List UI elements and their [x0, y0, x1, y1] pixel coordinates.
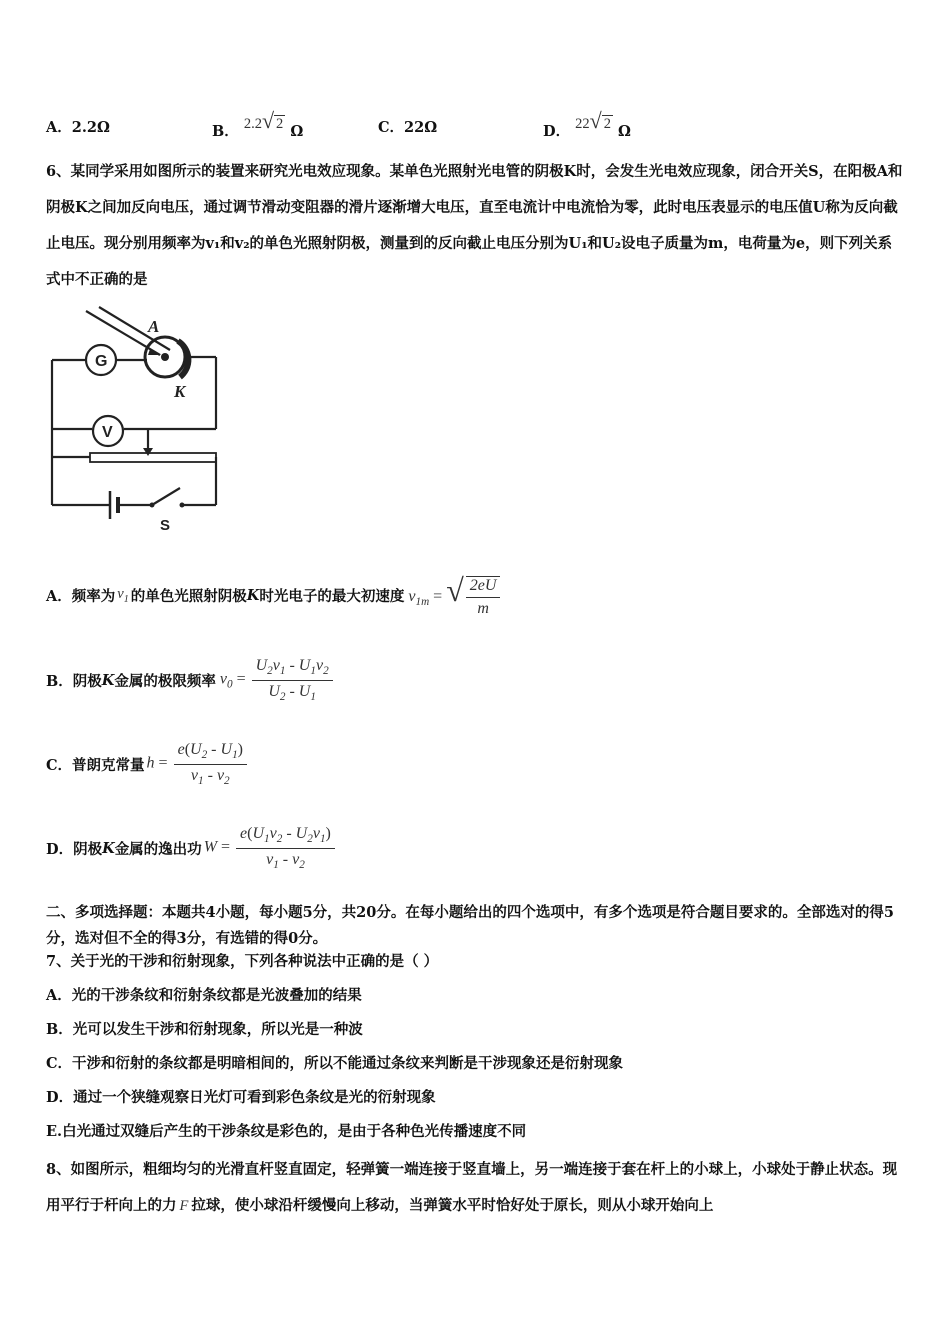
q5-option-a: A．2.2Ω	[46, 119, 110, 136]
q7-option-c: C．干涉和衍射的条纹都是明暗相间的，所以不能通过条纹来判断是干涉现象还是衍射现象	[46, 1055, 624, 1072]
q6-formula-b: $v_0$ = $\frac{U_2v_1 - U_1v_2}{U_2 - U_1}$	[220, 657, 335, 702]
q5-option-b-math: 2.2√ 2	[243, 108, 284, 133]
anode-label: A	[148, 317, 160, 336]
q5-option-d-math: 22√ 2	[575, 108, 611, 133]
q6-option-b: B． 阴极 K 金属的极限频率 $v_0$ = $\frac{U_2v_1 - U_1v_2}{U_2 - U_1}$	[46, 652, 335, 708]
switch-label: S	[160, 517, 171, 534]
q6-formula-d: W = $\frac{e(U_1v_2 - U_2v_1)}{v_1 - v_2}$	[204, 825, 337, 870]
q6-formula-c: h = $\frac{e(U_2 - U_1)}{v_1 - v_2}$	[147, 741, 249, 786]
q6-option-a: A． 频率为 $v_1$ 的单色光照射阴极 K 时光电子的最大初速度 $v_{1m}$ = √ $\frac{2eU}{m}$	[46, 570, 502, 620]
q7-option-a: A．光的干涉条纹和衍射条纹都是光波叠加的结果	[46, 987, 362, 1004]
nu1-symbol: $v_1$	[117, 585, 129, 605]
q6-option-d: D． 阴极 K 金属的逸出功 W = $\frac{e(U_1v_2 - U_2v_1)}{v_1 - v_2}$	[46, 820, 337, 876]
voltmeter-label: V	[102, 424, 113, 441]
sqrt-icon: √	[446, 571, 464, 608]
q6-formula-a: $v_{1m}$ = √ $\frac{2eU}{m}$	[408, 572, 502, 618]
q5-option-d: D． 22√ 2 Ω	[543, 108, 631, 140]
q7-option-b: B．光可以发生干涉和衍射现象，所以光是一种波	[46, 1021, 363, 1038]
section2-header: 二、多项选择题：本题共4小题，每小题5分，共20分。在每小题给出的四个选项中，有多个选项是符合题目要求的。全部选对的得5分，选对但不全的得3分，有选错的得0分。	[46, 904, 894, 947]
q7-option-d: D．通过一个狭缝观察日光灯可看到彩色条纹是光的衍射现象	[46, 1089, 436, 1106]
sqrt-icon: √	[589, 108, 602, 133]
q5-option-c: C．22Ω	[378, 119, 438, 136]
cathode-label: K	[174, 382, 186, 401]
q5-option-b: B． 2.2√ 2 Ω	[212, 108, 304, 140]
sqrt-icon: √	[261, 108, 275, 133]
q8-stem: 8、如图所示，粗细均匀的光滑直杆竖直固定，轻弹簧一端连接于竖直墙上，另一端连接于套在杆上的小球上，小球处于静止状态。现用平行于杆向上的力 F 拉球，使小球沿杆缓慢向上移动，当弹簧水平时恰好处于原长，则从小球开始向上	[46, 1161, 898, 1214]
galvanometer-label: G	[95, 353, 108, 370]
q6-circuit-figure	[44, 305, 224, 535]
q7-option-e: E.白光通过双缝后产生的干涉条纹是彩色的，是由于各种色光传播速度不同	[46, 1123, 527, 1140]
q7-stem: 7、关于光的干涉和衍射现象，下列各种说法中正确的是（ ）	[46, 953, 439, 970]
q6-stem: 6、某同学采用如图所示的装置来研究光电效应现象。某单色光照射光电管的阴极K时，会发生光电效应现象，闭合开关S，在阳极A和阴极K之间加反向电压，通过调节滑动变阻器的滑片逐渐增大电压，直至电流计中电流恰为零，此时电压表显示的电压值U称为反向截止电压。现分别用频率为v₁和v₂的单色光照射阴极，测量到的反向截止电压分别为U₁和U₂设电子质量为m，电荷量为e，则下列关系 式中不正确的是	[46, 163, 903, 288]
q6-option-c: C． 普朗克常量 h = $\frac{e(U_2 - U_1)}{v_1 - v_2}$	[46, 736, 249, 792]
